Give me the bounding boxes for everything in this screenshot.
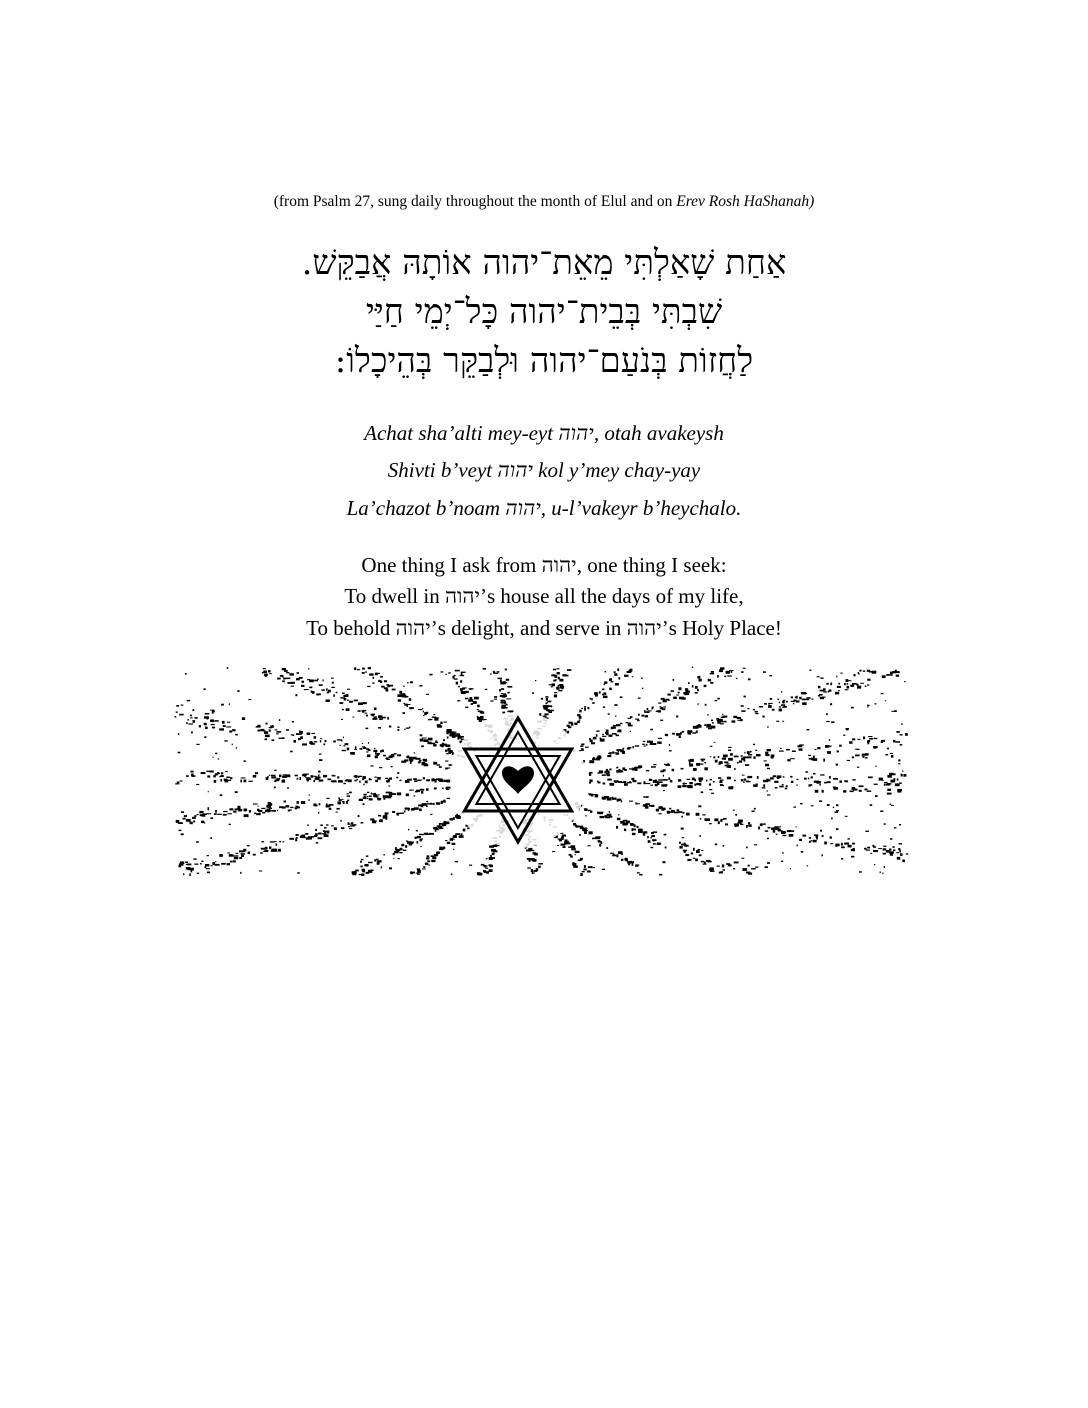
english-line-1: One thing I ask from יהוה, one thing I seek: bbox=[361, 553, 727, 577]
hebrew-line-2: שִׁבְתִּי בְּבֵית־יהוה כָּל־יְמֵי חַיַּי bbox=[365, 292, 723, 332]
english-line-2: To dwell in יהוה’s house all the days of my life, bbox=[344, 584, 744, 608]
source-note bbox=[0, 193, 1088, 211]
transliteration-line-2: Shivti b’veyt יהוה kol y’mey chay-yay bbox=[387, 458, 701, 482]
transliteration-line-1: Achat sha’alti mey-eyt יהוה, otah avakeysh bbox=[364, 421, 724, 445]
transliteration-line-3: La’chazot b’noam יהוה, u-l’vakeyr b’heychalo. bbox=[346, 496, 742, 520]
source-note-italic: Erev Rosh HaShanah) bbox=[676, 193, 815, 210]
hebrew-line-1: אַחַת שָׁאַלְתִּי מֵאֵת־יהוה אוֹתָהּ אֲבַקֵּשׁ. bbox=[301, 243, 787, 283]
source-note-text: (from Psalm 27, sung daily throughout the month of Elul and on bbox=[273, 193, 677, 210]
english-line-3: To behold יהוה’s delight, and serve in יהוה’s Holy Place! bbox=[306, 616, 782, 640]
stippled-rays-illustration bbox=[172, 665, 910, 877]
hebrew-line-3: לַחֲזוֹת בְּנֹעַם־יהוה וּלְבַקֵּר בְּהֵיכָלוֹ: bbox=[334, 341, 754, 381]
star-of-david-with-heart-icon bbox=[450, 712, 586, 848]
